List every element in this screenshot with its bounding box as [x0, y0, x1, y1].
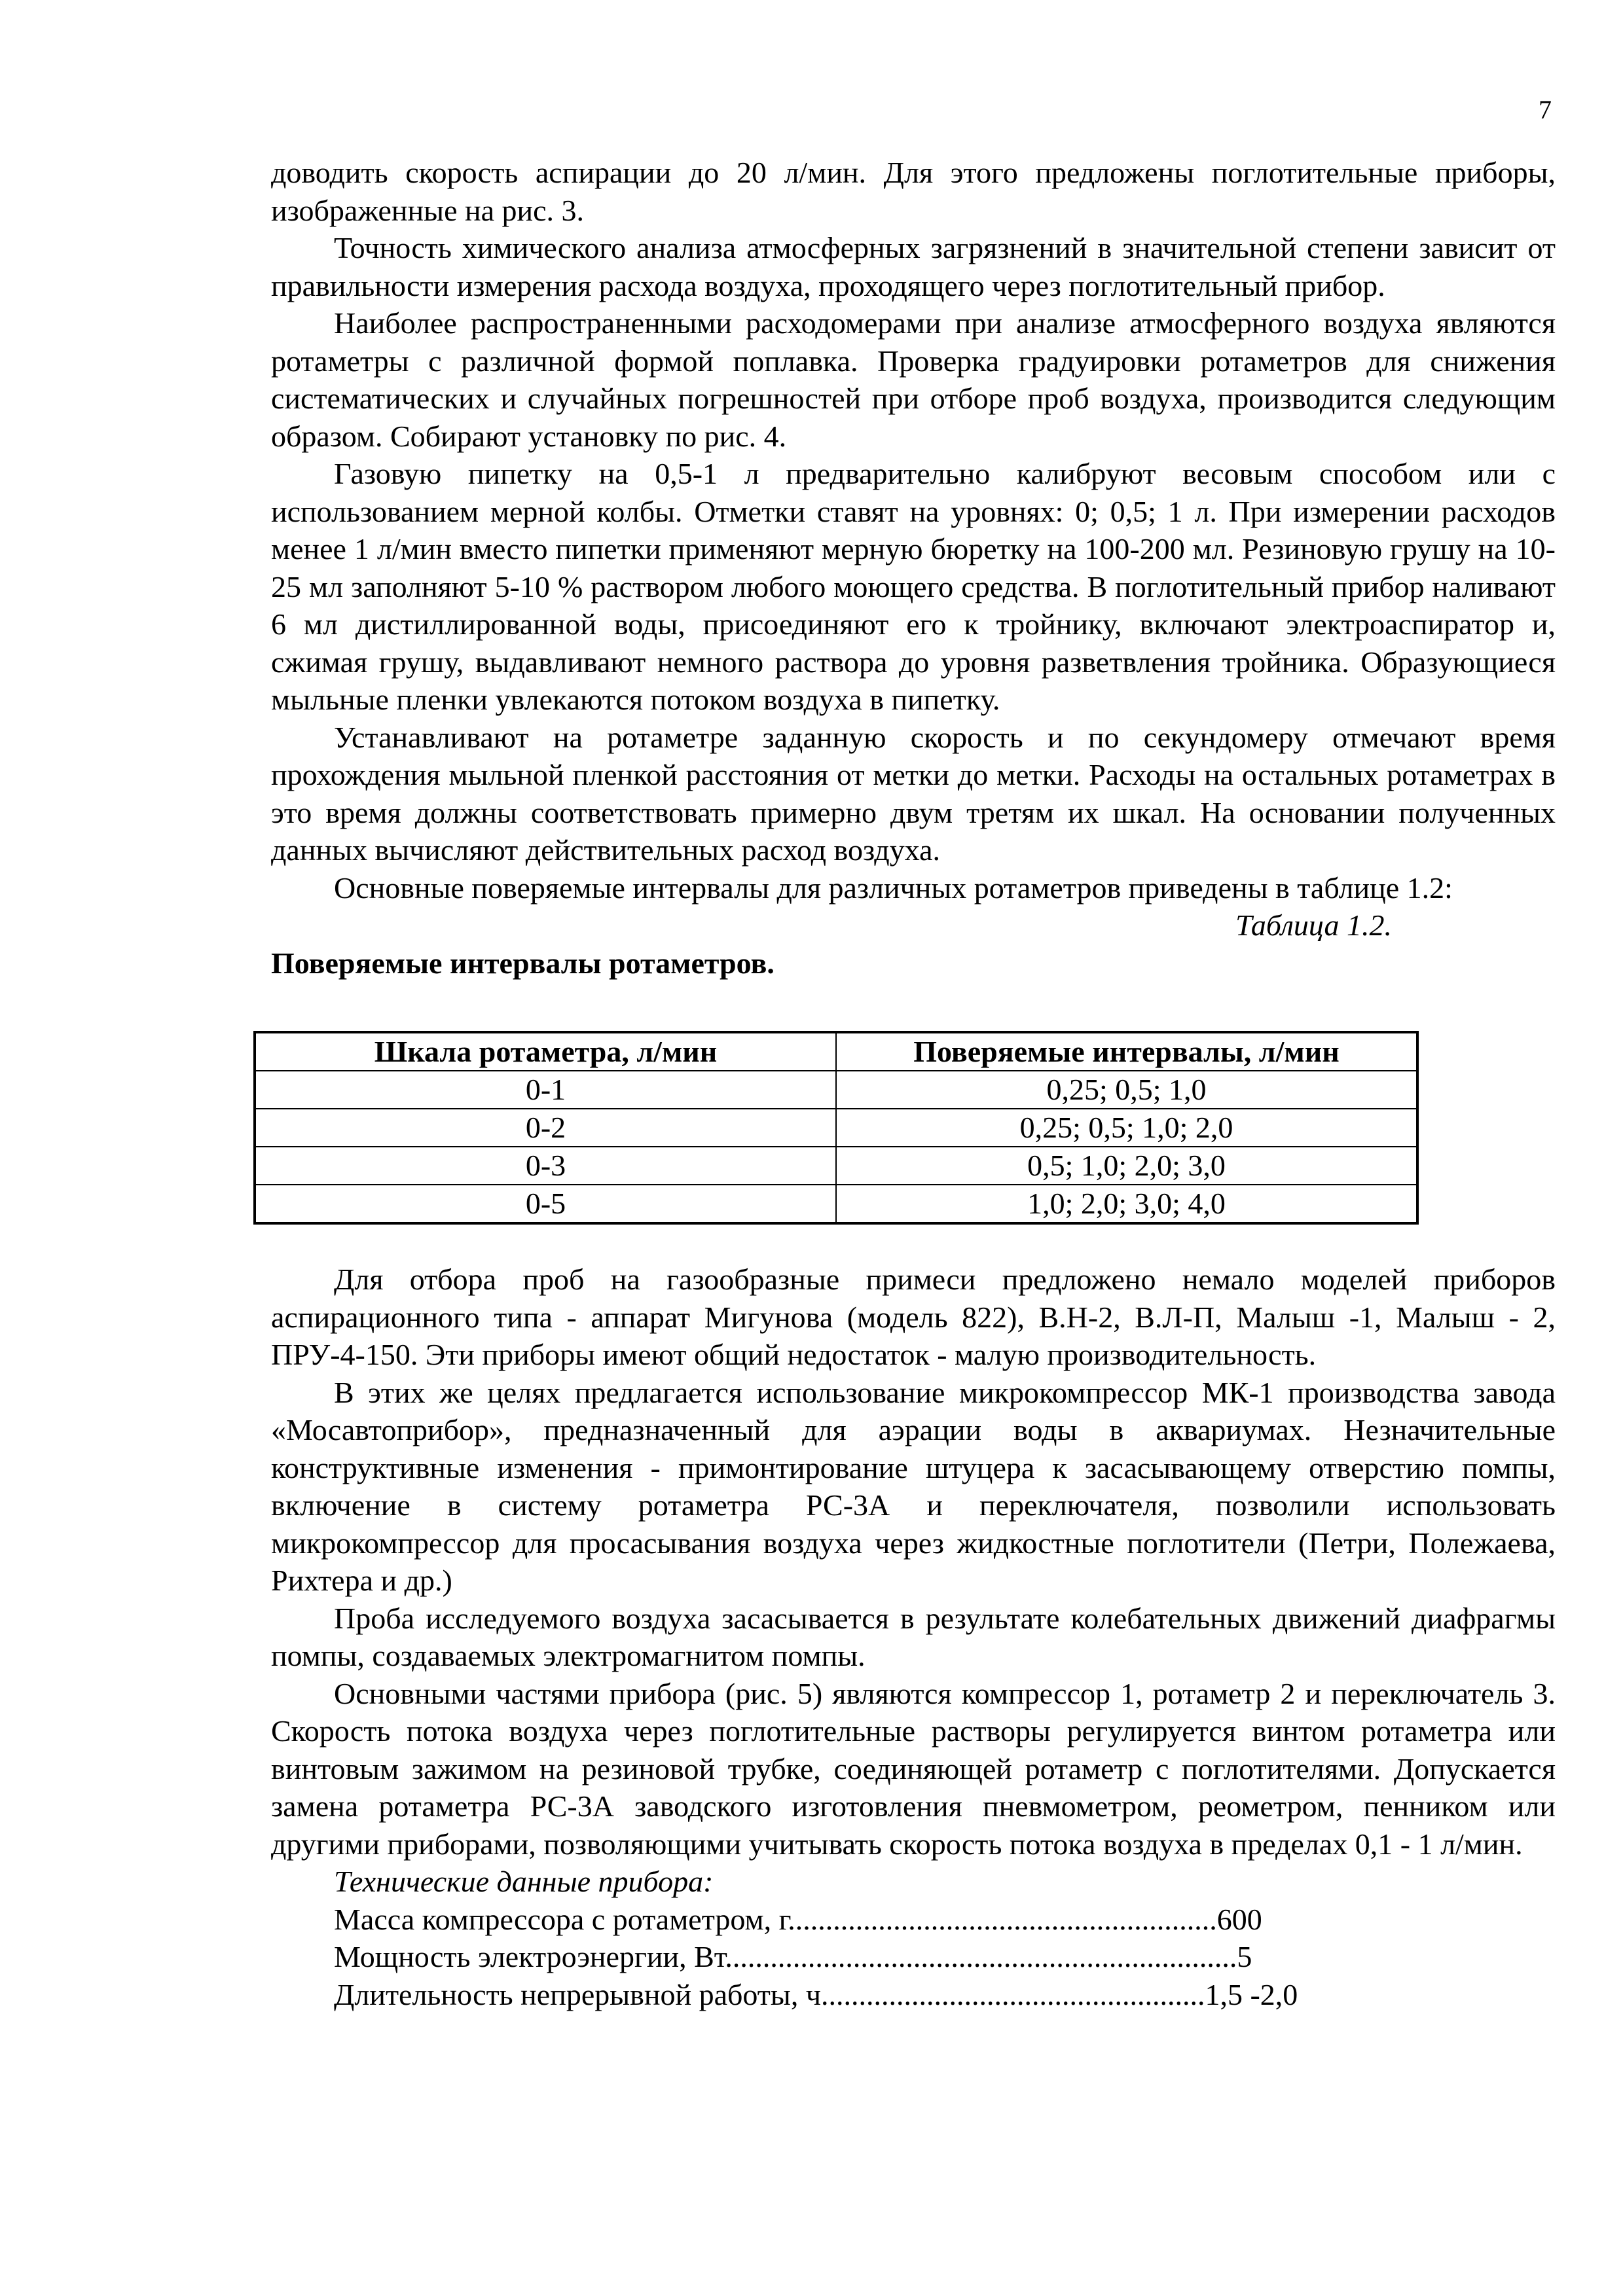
paragraph: Для отбора проб на газообразные примеси предложено немало моделей приборов аспирационного типа - аппарат Мигунова (модель 822), В.Н-2, В.Л-П, Малыш -1, Малыш - 2, ПРУ-4-150. Эти приборы имеют общий недостаток - малую производительность. [271, 1263, 1556, 1371]
table-header-cell: Поверяемые интервалы, л/мин [836, 1032, 1417, 1071]
table-header-row [255, 1032, 1417, 1071]
table-cell: 0-2 [255, 1109, 836, 1147]
tech-data-line: Мощность электроэнергии, Вт....................................................................5 [334, 1940, 1252, 1973]
table-cell: 0,5; 1,0; 2,0; 3,0 [836, 1147, 1417, 1185]
paragraph: Основные поверяемые интервалы для различных ротаметров приведены в таблице 1.2: [334, 870, 1453, 905]
page-number: 7 [1539, 95, 1552, 124]
table-title: Поверяемые интервалы ротаметров. [271, 946, 775, 980]
tech-data-line: Масса компрессора с ротаметром, г.........................................................600 [334, 1902, 1262, 1936]
paragraph: В этих же целях предлагается использование микрокомпрессор МК-1 производства завода «Мосавтоприбор», предназначенный для аэрации воды в аквариумах. Незначительные конструктивные изменения - примонтирование штуцера к засасывающему отверстию помпы, включение в систему ротаметра РС-3А и переключателя, позволили использовать микрокомпрессор для просасывания воздуха через жидкостные поглотители (Петри, Полежаева, Рихтера и др.) [271, 1375, 1556, 1597]
paragraph: Устанавливают на ротаметре заданную скорость и по секундомеру отмечают время прохождения мыльной пленкой расстояния от метки до метки. Расходы на остальных ротаметрах в это время должны соответствовать примерно двум третям их шкал. На основании полученных данных вычисляют действительных расход воздуха. [271, 720, 1556, 867]
tech-data-title: Технические данные прибора: [334, 1865, 714, 1898]
table-cell: 0-3 [255, 1147, 836, 1185]
rotameter-table [253, 1031, 1419, 1225]
paragraph: Основными частями прибора (рис. 5) являются компрессор 1, ротаметр 2 и переключатель 3. Скорость потока воздуха через поглотительные растворы регулируется винтом ротаметра или винтовым зажимом на резиновой трубке, соединяющей ротаметр с поглотителями. Допускается замена ротаметра РС-3А заводского изготовления пневмометром, реометром, пенником или другими приборами, позволяющими учитывать скорость потока воздуха в пределах 0,1 - 1 л/мин. [271, 1676, 1556, 1861]
paragraph: Проба исследуемого воздуха засасывается в результате колебательных движений диафрагмы помпы, создаваемых электромагнитом помпы. [271, 1601, 1556, 1672]
table-cell: 1,0; 2,0; 3,0; 4,0 [836, 1185, 1417, 1223]
table-header-cell: Шкала ротаметра, л/мин [255, 1032, 836, 1071]
paragraph: Точность химического анализа атмосферных загрязнений в значительной степени зависит от правильности измерения расхода воздуха, проходящего через поглотительный прибор. [271, 231, 1556, 302]
table-row [255, 1109, 1417, 1147]
table-cell: 0-1 [255, 1071, 836, 1109]
table-row [255, 1185, 1417, 1223]
table-caption: Таблица 1.2. [1235, 908, 1392, 942]
table-row [255, 1147, 1417, 1185]
document-body [271, 154, 1556, 2013]
paragraph-continuation: доводить скорость аспирации до 20 л/мин. Для этого предложены поглотительные приборы, изображенные на рис. 3. [271, 156, 1556, 227]
paragraph: Газовую пипетку на 0,5-1 л предварительно калибруют весовым способом или с использованием мерной колбы. Отметки ставят на уровнях: 0; 0,5; 1 л. При измерении расходов менее 1 л/мин вместо пипетки применяют мерную бюретку на 100-200 мл. Резиновую грушу на 10-25 мл заполняют 5-10 % раствором любого моющего средства. В поглотительный прибор наливают 6 мл дистиллированной воды, присоединяют его к тройнику, включают электроаспиратор и, сжимая грушу, выдавливают немного раствора до уровня разветвления тройника. Образующиеся мыльные пленки увлекаются потоком воздуха в пипетку. [271, 457, 1556, 716]
table-cell: 0-5 [255, 1185, 836, 1223]
paragraph: Наиболее распространенными расходомерами при анализе атмосферного воздуха являются ротаметры с различной формой поплавка. Проверка градуировки ротаметров для снижения систематических и случайных погрешностей при отборе проб воздуха, производится следующим образом. Собирают установку по рис. 4. [271, 306, 1556, 453]
table-cell: 0,25; 0,5; 1,0 [836, 1071, 1417, 1109]
table-row [255, 1071, 1417, 1109]
tech-data-line: Длительность непрерывной работы, ч...................................................1,5 -2,0 [334, 1977, 1298, 2011]
table-cell: 0,25; 0,5; 1,0; 2,0 [836, 1109, 1417, 1147]
